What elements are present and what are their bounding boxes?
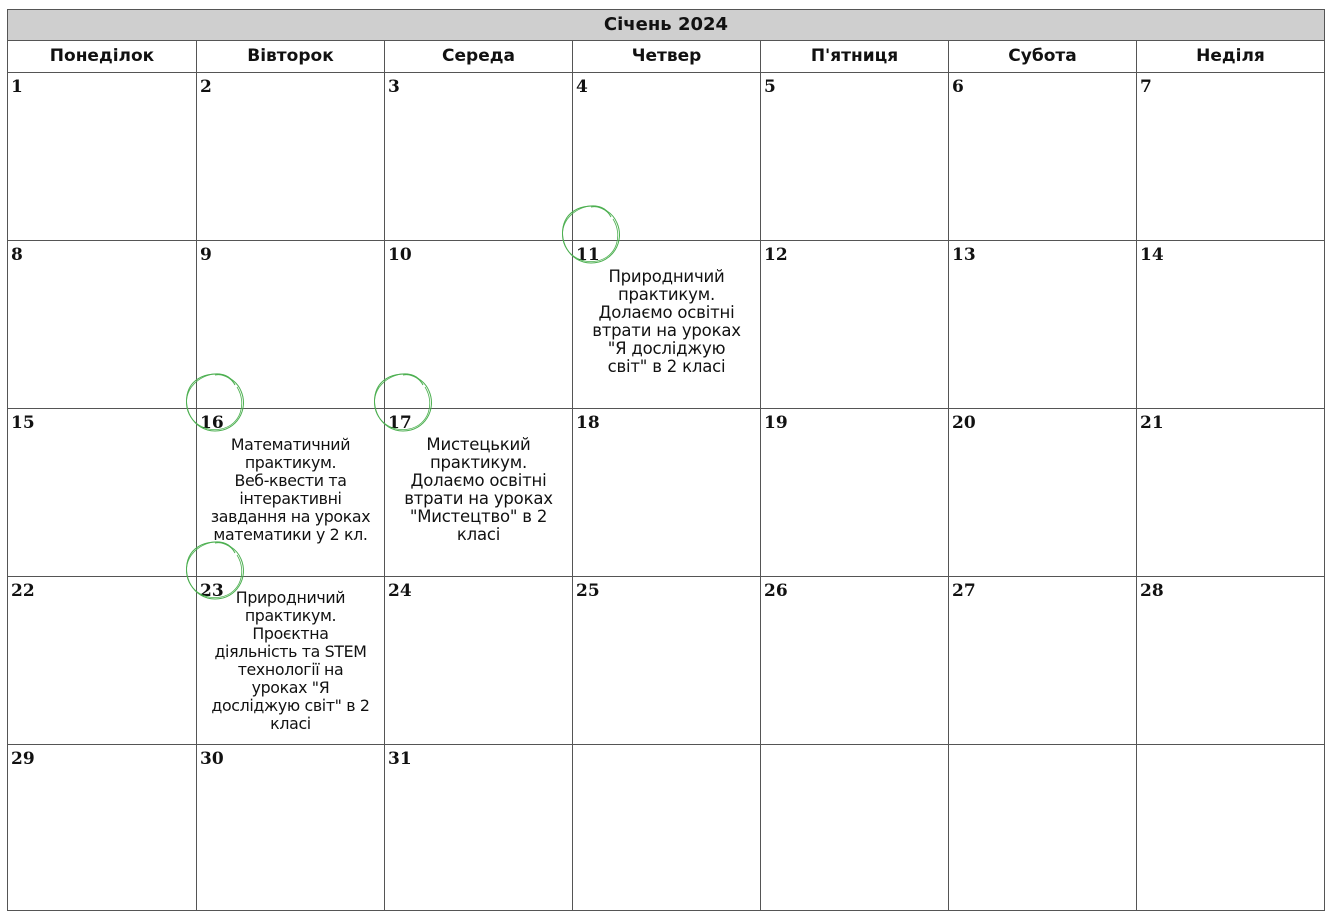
day-number: 31	[388, 749, 412, 769]
day-cell[interactable]	[1137, 241, 1324, 409]
day-cell[interactable]	[1137, 745, 1324, 911]
day-number: 27	[952, 581, 976, 601]
day-number: 15	[11, 413, 35, 433]
day-cell[interactable]	[949, 745, 1137, 911]
day-cell[interactable]	[385, 241, 573, 409]
weekday-header-friday: П'ятниця	[761, 41, 949, 72]
day-cell[interactable]	[197, 73, 385, 241]
day-cell[interactable]	[761, 241, 949, 409]
day-number: 12	[764, 245, 788, 265]
weekday-header-wednesday: Середа	[385, 41, 573, 72]
day-cell[interactable]	[197, 241, 385, 409]
day-number: 26	[764, 581, 788, 601]
day-cell[interactable]	[197, 577, 385, 745]
day-cell[interactable]	[385, 409, 573, 577]
day-cell[interactable]	[197, 745, 385, 911]
day-cell[interactable]	[385, 745, 573, 911]
day-cell[interactable]	[1137, 409, 1324, 577]
day-number: 17	[388, 413, 412, 433]
day-cell[interactable]	[8, 241, 197, 409]
day-number: 6	[952, 77, 964, 97]
day-cell[interactable]	[573, 745, 761, 911]
day-number: 5	[764, 77, 776, 97]
month-calendar	[7, 9, 1325, 911]
day-cell[interactable]	[761, 73, 949, 241]
day-number: 3	[388, 77, 400, 97]
weekday-header-sunday: Неділя	[1196, 46, 1265, 66]
day-number: 23	[200, 581, 224, 601]
day-cell[interactable]	[573, 73, 761, 241]
day-cell[interactable]	[8, 409, 197, 577]
day-cell[interactable]	[949, 73, 1137, 241]
weekday-header-thursday: Четвер	[573, 41, 761, 72]
day-number: 30	[200, 749, 224, 769]
day-cell[interactable]	[949, 241, 1137, 409]
event-text: Природничий практикум. Проєктна діяльність та STEM технології на уроках "Я досліджую світ" в 2 класі	[211, 588, 370, 733]
day-number: 19	[764, 413, 788, 433]
day-number: 24	[388, 581, 412, 601]
day-cell[interactable]	[761, 577, 949, 745]
weekday-header-row	[8, 41, 1324, 73]
day-cell[interactable]	[761, 745, 949, 911]
day-number: 1	[11, 77, 23, 97]
weekday-header-saturday: Субота	[949, 41, 1137, 72]
day-number: 16	[200, 413, 224, 433]
day-cell[interactable]	[761, 409, 949, 577]
month-title: Січень 2024	[8, 10, 1324, 41]
day-number: 22	[11, 581, 35, 601]
event-text: Математичний практикум. Веб-квести та інтерактивні завдання на уроках математики у 2 кл.	[210, 435, 371, 544]
day-number: 9	[200, 245, 212, 265]
day-cell[interactable]	[949, 409, 1137, 577]
day-cell[interactable]	[8, 73, 197, 241]
day-cell[interactable]	[1137, 577, 1324, 745]
day-number: 21	[1140, 413, 1164, 433]
day-cell[interactable]	[197, 409, 385, 577]
day-cell[interactable]	[573, 409, 761, 577]
day-number: 13	[952, 245, 976, 265]
day-number: 25	[576, 581, 600, 601]
day-number: 8	[11, 245, 23, 265]
day-cell[interactable]	[385, 577, 573, 745]
day-cell[interactable]	[949, 577, 1137, 745]
day-number: 2	[200, 77, 212, 97]
weekday-header-monday: Понеділок	[8, 41, 197, 72]
day-number: 4	[576, 77, 588, 97]
event-text: Природничий практикум. Долаємо освітні втрати на уроках "Я досліджую світ" в 2 класі	[592, 267, 741, 376]
day-cell[interactable]	[385, 73, 573, 241]
day-number: 11	[576, 245, 600, 265]
day-cell[interactable]	[8, 745, 197, 911]
day-cell[interactable]	[8, 577, 197, 745]
day-number: 29	[11, 749, 35, 769]
day-cell[interactable]	[573, 577, 761, 745]
day-number: 7	[1140, 77, 1152, 97]
day-number: 18	[576, 413, 600, 433]
calendar-grid	[8, 73, 1324, 911]
day-number: 10	[388, 245, 412, 265]
weekday-header-tuesday: Вівторок	[197, 41, 385, 72]
day-cell[interactable]	[573, 241, 761, 409]
day-cell[interactable]	[1137, 73, 1324, 241]
event-text: Мистецький практикум. Долаємо освітні втрати на уроках "Мистецтво" в 2 класі	[404, 435, 553, 544]
day-number: 14	[1140, 245, 1164, 265]
day-number: 28	[1140, 581, 1164, 601]
day-number: 20	[952, 413, 976, 433]
